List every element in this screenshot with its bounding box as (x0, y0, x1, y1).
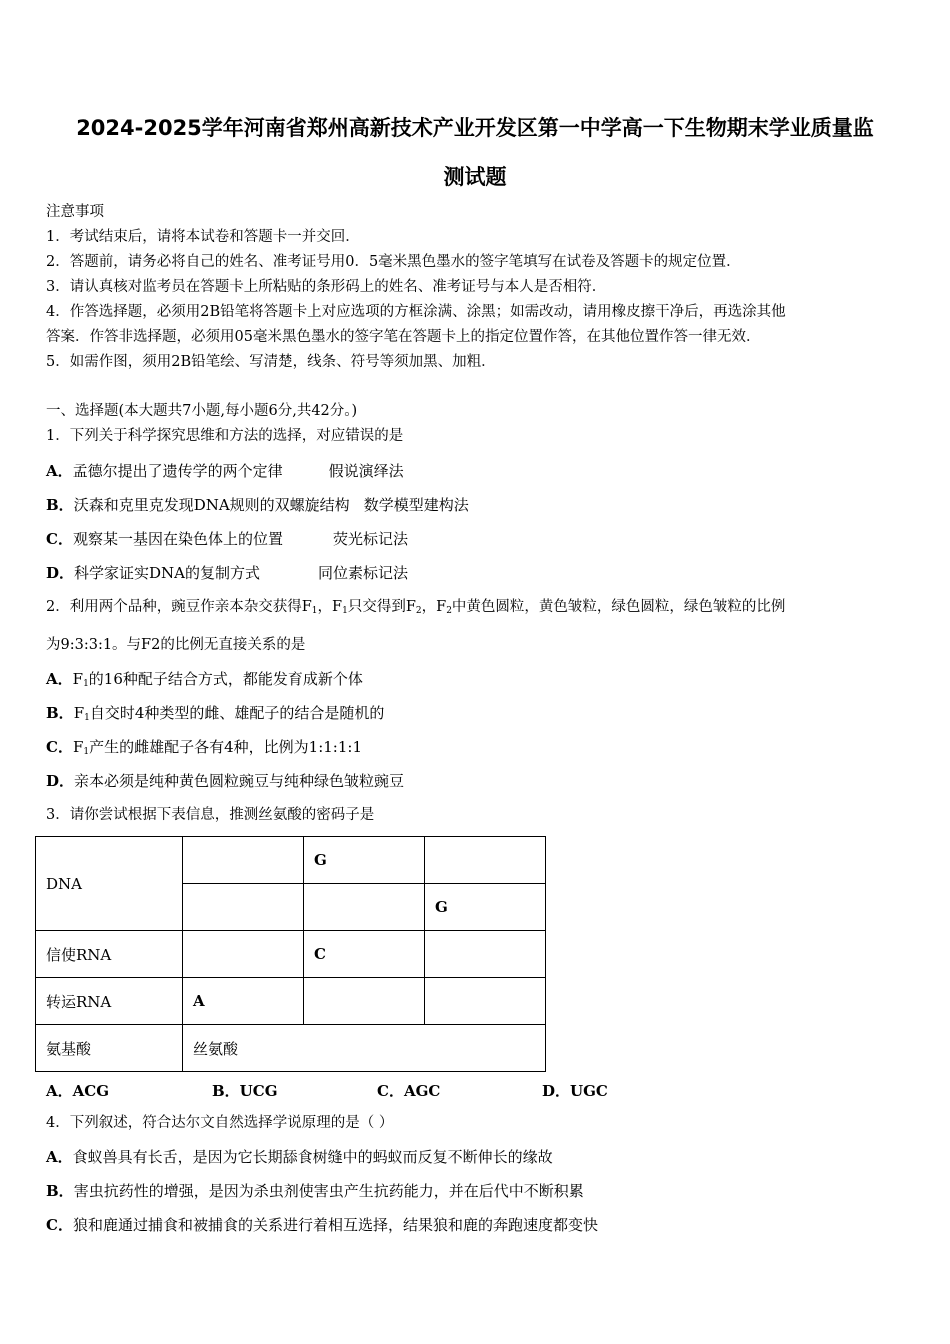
option-prefix: F (72, 738, 84, 756)
option-text: 害虫抗药性的增强，是因为杀虫剂使害虫产生抗药能力，并在后代中不断积累 (73, 1182, 584, 1200)
table-row (36, 978, 546, 1025)
stem-part: 只交得到F (347, 599, 416, 615)
table-row (36, 1025, 546, 1072)
option-d (46, 564, 408, 582)
option-text: 狼和鹿通过捕食和被捕食的关系进行着相互选择，结果狼和鹿的奔跑速度都变快 (72, 1216, 598, 1234)
page-title: 2024-2025学年河南省郑州高新技术产业开发区第一中学高一下生物期末学业质量监 (76, 116, 874, 140)
option-b (46, 1182, 584, 1200)
notice-item: 3．请认真核对监考员在答题卡上所粘贴的条形码上的姓名、准考证号与本人是否相符． (46, 279, 607, 295)
option-label: A． (46, 462, 73, 480)
section-heading: 一、选择题(本大题共7小题,每小题6分,共42分。) (46, 403, 358, 419)
subscript: 2 (415, 606, 422, 616)
option-c (46, 530, 408, 548)
option-prefix: F (73, 704, 85, 722)
notice-heading: 注意事项 (46, 204, 104, 220)
subscript: 2 (446, 606, 452, 616)
option-prefix: F (72, 670, 84, 688)
option-label: B． (46, 496, 74, 514)
choice-a: A．ACG (46, 1082, 110, 1100)
subscript: 1 (311, 606, 318, 616)
option-label: C． (46, 1216, 73, 1234)
choice-d: D．UGC (542, 1082, 608, 1100)
question-stem: 1．下列关于科学探究思维和方法的选择，对应错误的是 (46, 428, 404, 444)
notice-item: 5．如需作图，须用2B铅笔绘、写清楚，线条、符号等须加黑、加粗． (46, 354, 496, 370)
option-c (46, 1216, 598, 1234)
option-method: 荧光标记法 (332, 530, 408, 548)
option-label: C． (46, 530, 73, 548)
table-cell (425, 978, 546, 1025)
option-text: 观察某一基因在染色体上的位置 (72, 530, 283, 548)
dna-label: DNA (36, 837, 183, 931)
question-stem: 4．下列叙述，符合达尔文自然选择学说原理的是（ ） (46, 1115, 394, 1131)
option-text: 自交时4种类型的雌、雄配子的结合是随机的 (89, 704, 385, 722)
question-stem-continued: 为9:3:3:1。与F2的比例无直接关系的是 (46, 637, 306, 653)
option-text: 沃森和克里克发现DNA规则的双螺旋结构 (73, 496, 350, 514)
option-text: 食蚁兽具有长舌，是因为它长期舔食树缝中的蚂蚁而反复不断伸长的缘故 (72, 1148, 553, 1166)
stem-part: ，F (317, 599, 343, 615)
option-label: B． (46, 1182, 74, 1200)
stem-part: 中黄色圆粒，黄色皱粒，绿色圆粒，绿色皱粒的比例 (451, 599, 786, 615)
question-stem: 3．请你尝试根据下表信息，推测丝氨酸的密码子是 (46, 807, 375, 823)
table-cell (183, 931, 304, 978)
option-b (46, 704, 384, 722)
table-cell (304, 978, 425, 1025)
option-method: 数学模型建构法 (363, 496, 469, 514)
option-a (46, 670, 363, 688)
notice-item: 1．考试结束后，请将本试卷和答题卡一并交回． (46, 229, 360, 245)
choice-c: C．AGC (377, 1082, 441, 1100)
table-cell: C (304, 931, 425, 978)
choice-b: B．UCG (212, 1082, 278, 1100)
option-text: 亲本必须是纯种黄色圆粒豌豆与纯种绿色皱粒豌豆 (74, 772, 405, 790)
stem-part: ，F (421, 599, 447, 615)
stem-part: 2．利用两个品种，豌豆作亲本杂交获得F (46, 599, 312, 615)
table-cell: A (183, 978, 304, 1025)
option-label: C． (46, 738, 73, 756)
option-label: A． (46, 1148, 73, 1166)
subscript: 1 (83, 747, 90, 757)
table-cell (304, 884, 425, 931)
notice-item: 4．作答选择题，必须用2B铅笔将答题卡上对应选项的方框涂满、涂黑；如需改动，请用橡皮擦干净后，再选涂其他 (46, 304, 786, 320)
option-text: 孟德尔提出了遗传学的两个定律 (72, 462, 283, 480)
option-text: 科学家证实DNA的复制方式 (74, 564, 261, 582)
trna-label: 转运RNA (36, 978, 183, 1025)
option-d (46, 772, 404, 790)
table-cell (425, 931, 546, 978)
table-cell (425, 837, 546, 884)
table-cell (183, 884, 304, 931)
option-method: 同位素标记法 (318, 564, 409, 582)
table-row (36, 931, 546, 978)
subscript: 1 (342, 606, 348, 616)
amino-acid-value: 丝氨酸 (183, 1025, 546, 1072)
option-text: 产生的雌雄配子各有4种，比例为1:1:1:1 (89, 738, 362, 756)
option-label: B． (46, 704, 74, 722)
mrna-label: 信使RNA (36, 931, 183, 978)
notice-item: 答案．作答非选择题，必须用05毫米黑色墨水的签字笔在答题卡上的指定位置作答，在其他位置作答一律无效． (46, 329, 761, 345)
option-c (46, 738, 362, 756)
table-cell: G (304, 837, 425, 884)
question-stem (46, 598, 785, 616)
notice-item: 2．答题前，请务必将自己的姓名、准考证号用0．5毫米黑色墨水的签字笔填写在试卷及答题卡的规定位置． (46, 254, 741, 270)
option-b (46, 496, 469, 514)
table-cell: G (425, 884, 546, 931)
subscript: 1 (83, 679, 89, 689)
amino-acid-label: 氨基酸 (36, 1025, 183, 1072)
option-label: D． (46, 564, 75, 582)
option-a (46, 462, 404, 480)
page-title-continued: 测试题 (443, 165, 507, 189)
option-a (46, 1148, 553, 1166)
codon-table (35, 836, 546, 1072)
table-cell (183, 837, 304, 884)
option-method: 假说演绎法 (328, 462, 404, 480)
table-row (36, 837, 546, 884)
subscript: 1 (84, 713, 90, 723)
option-label: D． (46, 772, 75, 790)
option-label: A． (46, 670, 73, 688)
option-text: 的16种配子结合方式，都能发育成新个体 (88, 670, 363, 688)
